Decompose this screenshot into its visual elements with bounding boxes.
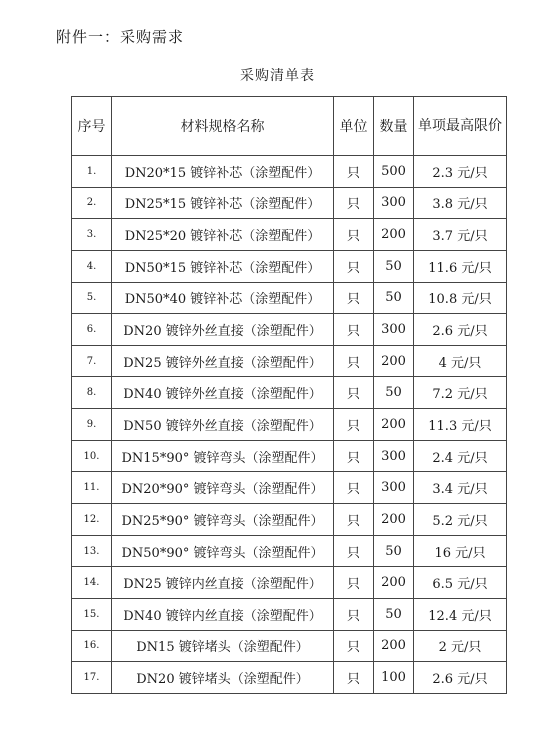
row-unit: 只 <box>334 187 374 219</box>
row-index: 7. <box>72 345 112 377</box>
row-name: DN40 镀锌内丝直接（涂塑配件） <box>112 598 334 630</box>
row-name: DN25 镀锌内丝直接（涂塑配件） <box>112 567 334 599</box>
table-row <box>72 409 507 441</box>
table-row <box>72 345 507 377</box>
row-index: 14. <box>72 567 112 599</box>
header-name: 材料规格名称 <box>112 97 334 156</box>
row-name: DN50*15 镀锌补芯（涂塑配件） <box>112 250 334 282</box>
row-qty: 50 <box>374 377 414 409</box>
row-name: DN50*90° 镀锌弯头（涂塑配件） <box>112 535 334 567</box>
table-row <box>72 504 507 536</box>
row-price: 5.2 元/只 <box>414 504 507 536</box>
header-index: 序号 <box>72 97 112 156</box>
row-index: 2. <box>72 187 112 219</box>
table-row <box>72 314 507 346</box>
row-name: DN25*15 镀锌补芯（涂塑配件） <box>112 187 334 219</box>
attachment-heading: 附件一：采购需求 <box>56 28 185 46</box>
row-name: DN25 镀锌外丝直接（涂塑配件） <box>112 345 334 377</box>
table-row <box>72 377 507 409</box>
row-unit: 只 <box>334 409 374 441</box>
row-name: DN25*20 镀锌补芯（涂塑配件） <box>112 219 334 251</box>
row-name: DN20 镀锌堵头（涂塑配件） <box>112 662 334 694</box>
row-index: 1. <box>72 156 112 188</box>
row-price: 3.7 元/只 <box>414 219 507 251</box>
table-row <box>72 598 507 630</box>
table-row <box>72 219 507 251</box>
row-name: DN20*90° 镀锌弯头（涂塑配件） <box>112 472 334 504</box>
row-unit: 只 <box>334 282 374 314</box>
table-row <box>72 156 507 188</box>
row-price: 7.2 元/只 <box>414 377 507 409</box>
row-unit: 只 <box>334 472 374 504</box>
row-name: DN20*15 镀锌补芯（涂塑配件） <box>112 156 334 188</box>
row-unit: 只 <box>334 156 374 188</box>
row-price: 11.3 元/只 <box>414 409 507 441</box>
table-row <box>72 662 507 694</box>
row-price: 2.4 元/只 <box>414 440 507 472</box>
row-unit: 只 <box>334 377 374 409</box>
row-price: 3.8 元/只 <box>414 187 507 219</box>
row-index: 16. <box>72 630 112 662</box>
table-body <box>72 156 507 694</box>
row-index: 11. <box>72 472 112 504</box>
row-unit: 只 <box>334 440 374 472</box>
row-name: DN50*40 镀锌补芯（涂塑配件） <box>112 282 334 314</box>
row-index: 6. <box>72 314 112 346</box>
table-row <box>72 567 507 599</box>
header-qty: 数量 <box>374 97 414 156</box>
table-row <box>72 472 507 504</box>
row-qty: 300 <box>374 472 414 504</box>
row-qty: 500 <box>374 156 414 188</box>
row-index: 5. <box>72 282 112 314</box>
table-row <box>72 250 507 282</box>
row-name: DN40 镀锌外丝直接（涂塑配件） <box>112 377 334 409</box>
row-index: 17. <box>72 662 112 694</box>
row-index: 8. <box>72 377 112 409</box>
row-index: 3. <box>72 219 112 251</box>
row-qty: 50 <box>374 598 414 630</box>
header-unit: 单位 <box>334 97 374 156</box>
row-price: 16 元/只 <box>414 535 507 567</box>
row-qty: 200 <box>374 630 414 662</box>
table-row <box>72 187 507 219</box>
row-name: DN25*90° 镀锌弯头（涂塑配件） <box>112 504 334 536</box>
row-qty: 300 <box>374 187 414 219</box>
row-name: DN15 镀锌堵头（涂塑配件） <box>112 630 334 662</box>
row-name: DN20 镀锌外丝直接（涂塑配件） <box>112 314 334 346</box>
row-index: 13. <box>72 535 112 567</box>
row-price: 2 元/只 <box>414 630 507 662</box>
procurement-table <box>71 96 507 694</box>
row-unit: 只 <box>334 567 374 599</box>
row-qty: 200 <box>374 504 414 536</box>
row-qty: 300 <box>374 440 414 472</box>
row-qty: 50 <box>374 282 414 314</box>
row-qty: 200 <box>374 345 414 377</box>
row-unit: 只 <box>334 598 374 630</box>
row-index: 10. <box>72 440 112 472</box>
row-price: 11.6 元/只 <box>414 250 507 282</box>
row-price: 6.5 元/只 <box>414 567 507 599</box>
row-unit: 只 <box>334 662 374 694</box>
row-qty: 200 <box>374 219 414 251</box>
table-row <box>72 282 507 314</box>
row-price: 2.6 元/只 <box>414 314 507 346</box>
row-name: DN50 镀锌外丝直接（涂塑配件） <box>112 409 334 441</box>
table-header-row <box>72 97 507 156</box>
row-price: 4 元/只 <box>414 345 507 377</box>
row-qty: 50 <box>374 535 414 567</box>
row-unit: 只 <box>334 504 374 536</box>
row-price: 12.4 元/只 <box>414 598 507 630</box>
row-index: 4. <box>72 250 112 282</box>
header-price: 单项最高限价 <box>414 97 507 156</box>
table-row <box>72 630 507 662</box>
row-price: 10.8 元/只 <box>414 282 507 314</box>
row-unit: 只 <box>334 535 374 567</box>
row-unit: 只 <box>334 630 374 662</box>
row-qty: 300 <box>374 314 414 346</box>
row-qty: 100 <box>374 662 414 694</box>
table-row <box>72 440 507 472</box>
row-unit: 只 <box>334 314 374 346</box>
row-unit: 只 <box>334 345 374 377</box>
row-price: 2.6 元/只 <box>414 662 507 694</box>
row-index: 9. <box>72 409 112 441</box>
row-index: 12. <box>72 504 112 536</box>
row-qty: 50 <box>374 250 414 282</box>
table-title: 采购清单表 <box>240 68 315 84</box>
row-qty: 200 <box>374 409 414 441</box>
table-row <box>72 535 507 567</box>
row-unit: 只 <box>334 250 374 282</box>
row-price: 3.4 元/只 <box>414 472 507 504</box>
row-unit: 只 <box>334 219 374 251</box>
row-name: DN15*90° 镀锌弯头（涂塑配件） <box>112 440 334 472</box>
row-index: 15. <box>72 598 112 630</box>
row-qty: 200 <box>374 567 414 599</box>
row-price: 2.3 元/只 <box>414 156 507 188</box>
